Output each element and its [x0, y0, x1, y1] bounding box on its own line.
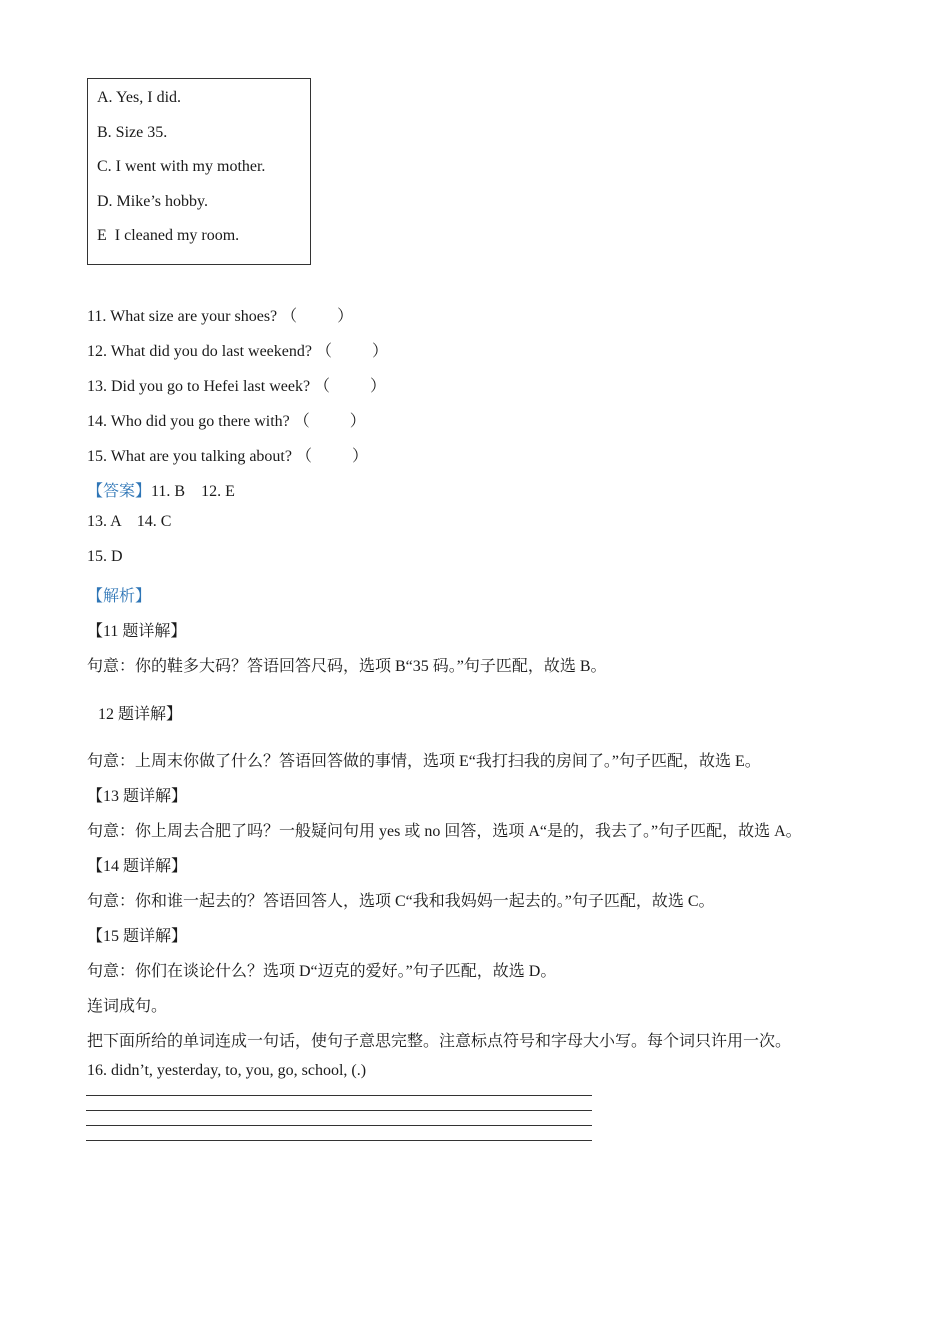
question-14: 14. Who did you go there with? （ ）	[87, 413, 366, 430]
answer-line-rule-3	[86, 1125, 592, 1126]
question-12: 12. What did you do last weekend? （ ）	[87, 343, 388, 360]
answer-text-1: 11. B 12. E	[151, 483, 235, 500]
options-box	[87, 78, 311, 265]
answer-tag: 【答案】	[87, 483, 152, 500]
detail-15-text: 句意：你们在谈论什么？选项 D“迈克的爱好。”句子匹配，故选 D。	[87, 963, 557, 980]
answer-line-3: 15. D	[87, 548, 123, 565]
answer-line-1	[87, 478, 235, 501]
detail-14-heading: 【14 题详解】	[87, 858, 188, 875]
option-e: E I cleaned my room.	[97, 227, 240, 244]
question-15: 15. What are you talking about? （ ）	[87, 448, 368, 465]
question-13: 13. Did you go to Hefei last week? （ ）	[87, 378, 387, 395]
answer-line-2: 13. A 14. C	[87, 513, 172, 530]
section-instruction: 把下面所给的单词连成一句话，使句子意思完整。注意标点符号和字母大小写。每个词只许用一次。	[87, 1033, 792, 1050]
detail-13-heading: 【13 题详解】	[87, 788, 188, 805]
question-16: 16. didn’t, yesterday, to, you, go, school, (.)	[87, 1062, 367, 1079]
detail-12-heading: 12 题详解】	[98, 706, 183, 723]
detail-12-text: 句意：上周末你做了什么？答语回答做的事情，选项 E“我打扫我的房间了。”句子匹配，故选 E。	[87, 753, 761, 770]
answer-line-rule-4	[86, 1140, 592, 1141]
detail-13-text: 句意：你上周去合肥了吗？一般疑问句用 yes 或 no 回答，选项 A“是的，我去了。”句子匹配，故选 A。	[87, 823, 802, 840]
section-title: 连词成句。	[87, 998, 168, 1015]
detail-11-text: 句意：你的鞋多大码？答语回答尺码，选项 B“35 码。”句子匹配，故选 B。	[87, 658, 607, 675]
answer-line-rule-1	[86, 1095, 592, 1096]
option-a: A. Yes, I did.	[97, 89, 182, 106]
detail-11-heading: 【11 题详解】	[87, 623, 187, 640]
option-d: D. Mike’s hobby.	[97, 193, 208, 210]
detail-14-text: 句意：你和谁一起去的？答语回答人，选项 C“我和我妈妈一起去的。”句子匹配，故选 C。	[87, 893, 715, 910]
analysis-tag: 【解析】	[87, 588, 152, 605]
option-c: C. I went with my mother.	[97, 158, 266, 175]
option-b: B. Size 35.	[97, 124, 168, 141]
answer-line-rule-2	[86, 1110, 592, 1111]
detail-15-heading: 【15 题详解】	[87, 928, 188, 945]
question-11: 11. What size are your shoes? （ ）	[87, 308, 354, 325]
